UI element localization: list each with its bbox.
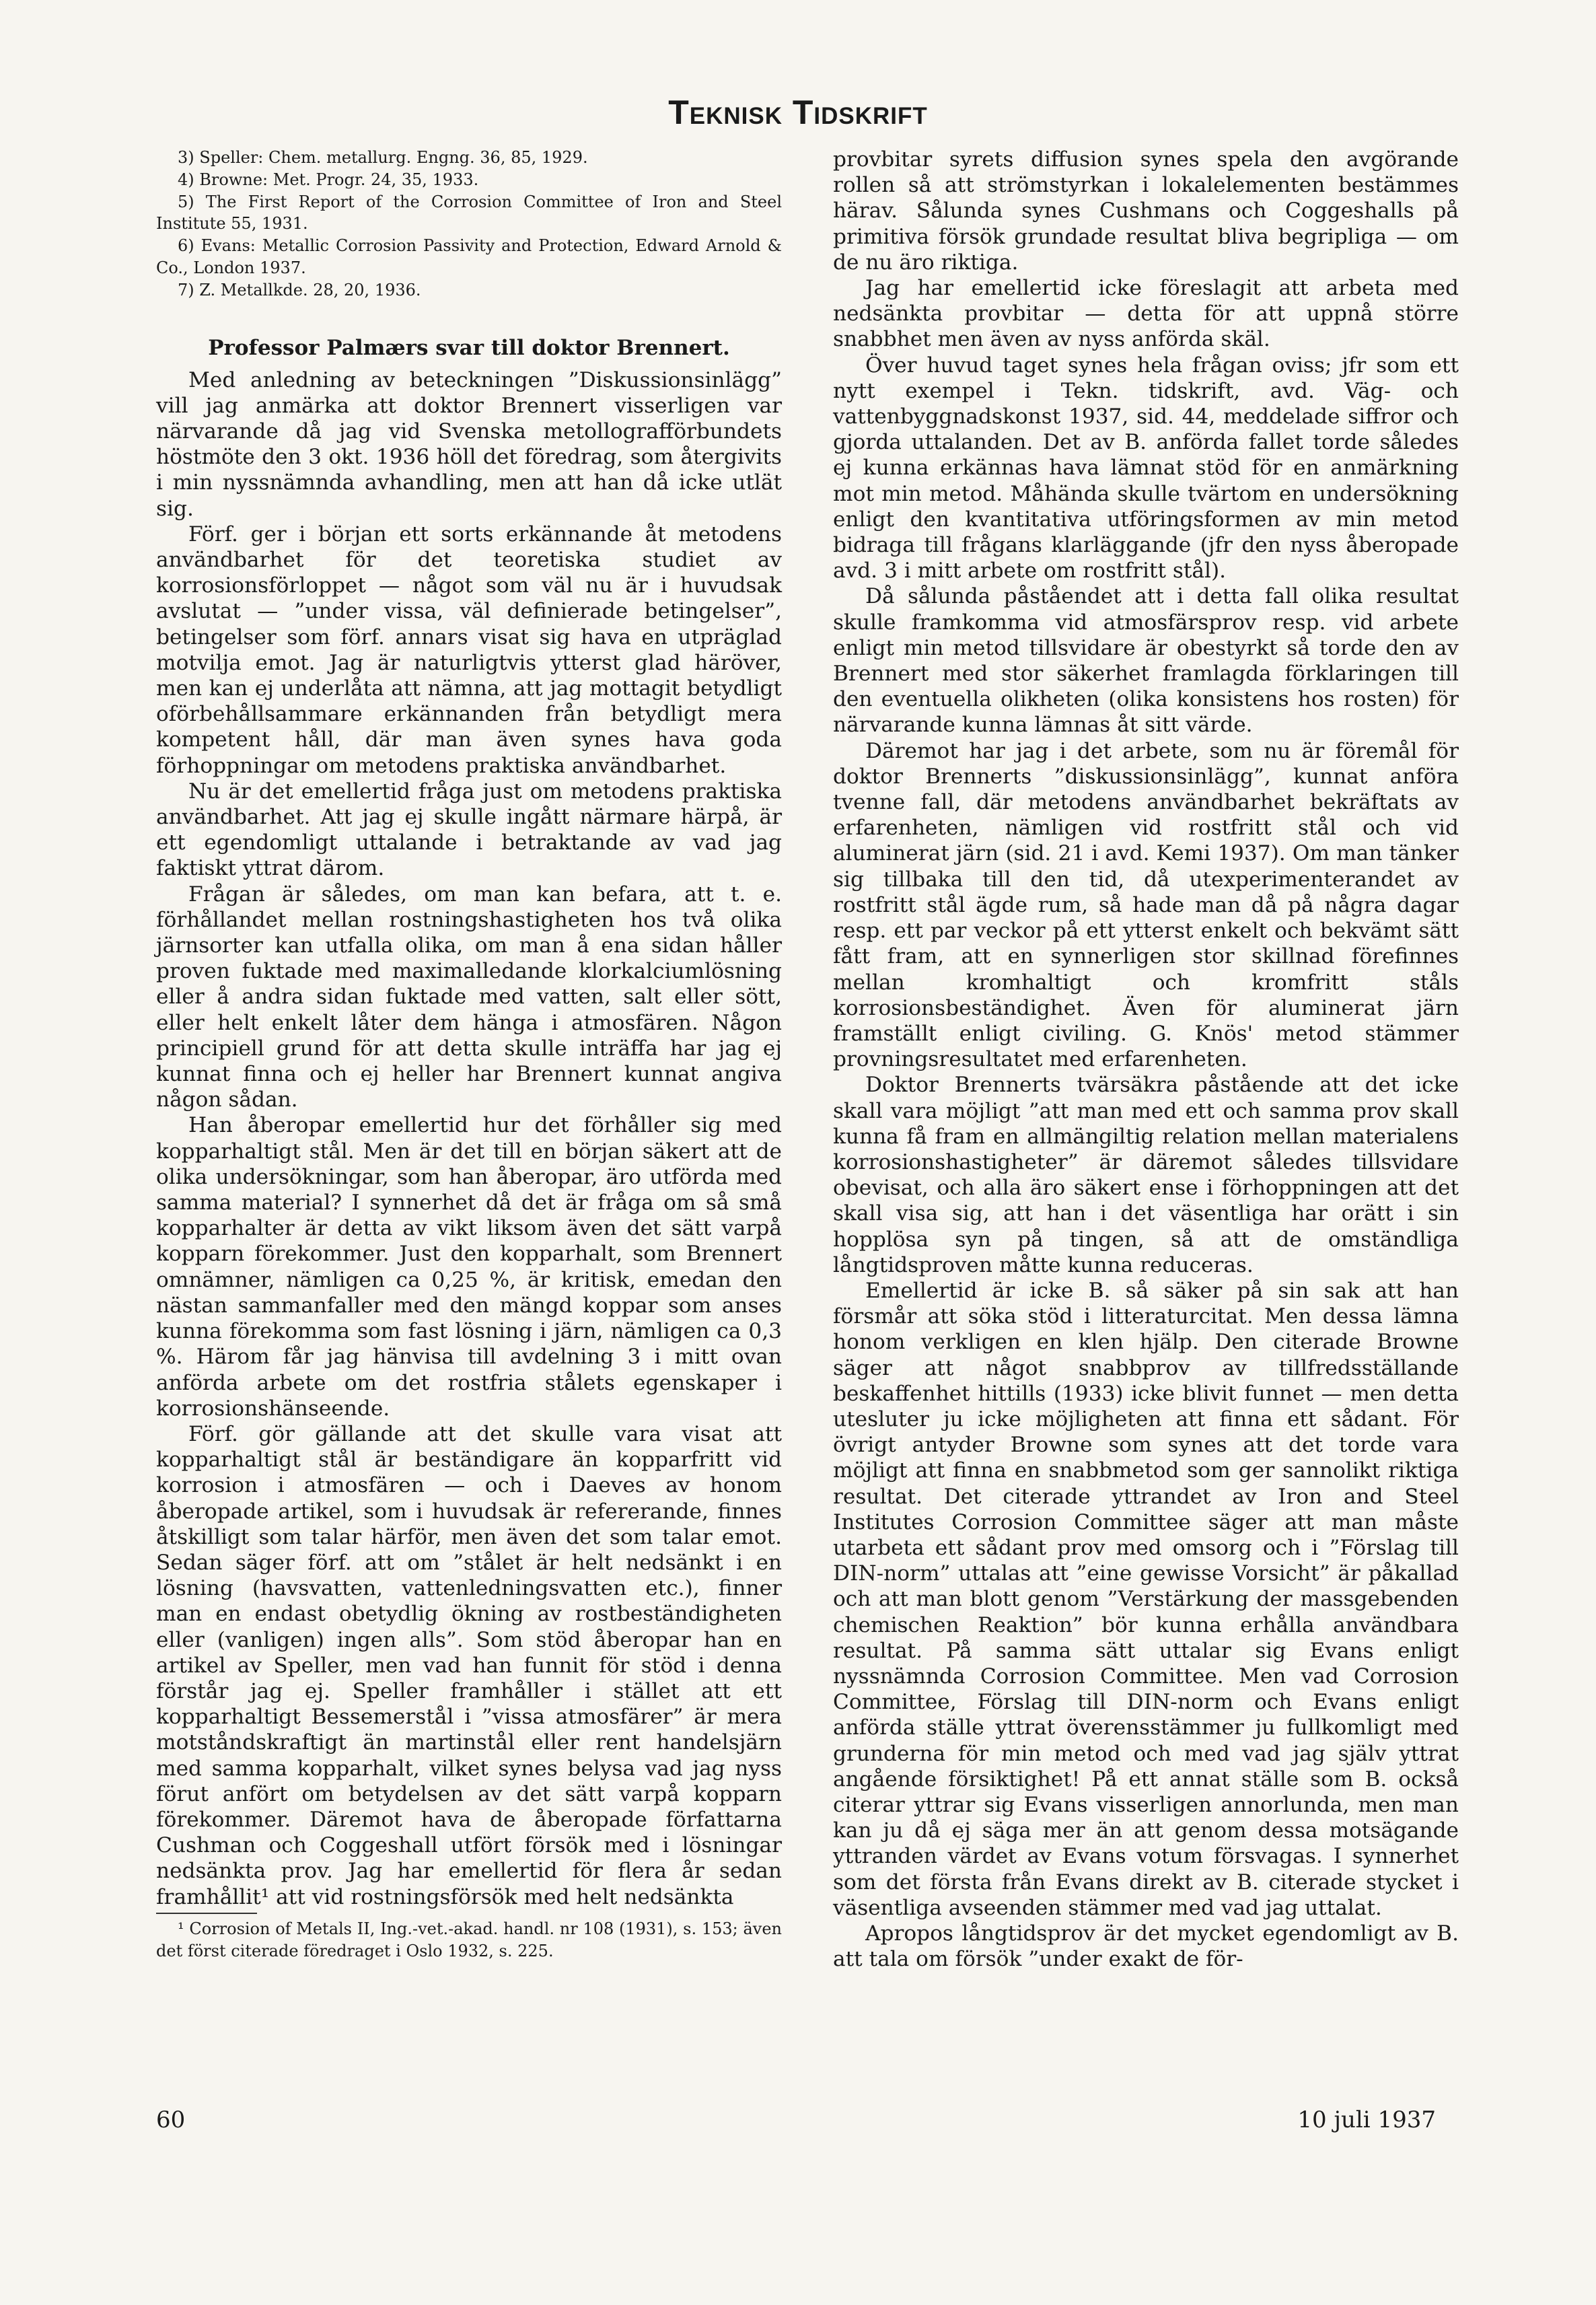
left-column xyxy=(156,147,782,1962)
page-number: 60 xyxy=(156,2106,186,2133)
paragraph: Apropos långtidsprov är det mycket egendomligt av B. att tala om försök ”under exakt de för- xyxy=(833,1921,1459,1972)
paragraph: Jag har emellertid icke föreslagit att arbeta med nedsänkta provbitar — detta för att uppnå större snabbhet men även av nyss anförda skäl. xyxy=(833,276,1459,352)
paragraph: Han åberopar emellertid hur det förhåller sig med kopparhaltigt stål. Men är det till en början säkert att de olika undersökningar, som han åberopar, äro utförda med samma material? I synnerhet då det är fråga om så små kopparhalter är detta av vikt liksom även det sätt varpå kopparn förekommer. Just den kopparhalt, som Brennert omnämner, nämligen ca 0,25 %, är kritisk, emedan den nästan sammanfaller med den mängd koppar som anses kunna förekomma som fast lösning i järn, nämligen ca 0,3 %. Härom får jag hänvisa till avdelning 3 i mitt ovan anförda arbete om det rostfria stålets egenskaper i korrosionshänseende. xyxy=(156,1113,782,1421)
paragraph: Frågan är således, om man kan befara, att t. e. förhållandet mellan rostningshastigheten hos två olika järnsorter kan utfalla olika, om man å ena sidan håller proven fuktade med maximalledande klorkalciumlösning eller å andra sidan fuktade med vatten, salt eller sött, eller helt enkelt låter dem hänga i atmosfären. Någon principiell grund för att detta skulle inträffa har jag ej kunnat finna och ej heller har Brennert kunnat angiva någon sådan. xyxy=(156,882,782,1112)
paragraph: Med anledning av beteckningen ”Diskussionsinlägg” vill jag anmärka att doktor Brennert visserligen var närvarande då jag vid Svenska metollografförbundets höstmöte den 3 okt. 1936 höll det föredrag, som återgivits i min nyssnämnda avhandling, men att han då icke utlät sig. xyxy=(156,367,782,521)
paragraph: Förf. ger i början ett sorts erkännande åt metodens användbarhet för det teoretiska studiet av korrosionsförloppet — något som väl nu är i huvudsak avslutat — ”under vissa, väl definierade betingelser”, betingelser som förf. annars visat sig hava en utpräglad motvilja emot. Jag är naturligtvis ytterst glad häröver, men kan ej underlåta att nämna, att jag mottagit betydligt oförbehållsammare erkännanden från betydligt mera kompetent håll, där man även synes hava goda förhoppningar om metodens praktiska användbarhet. xyxy=(156,522,782,778)
section-title: Professor Palmærs svar till doktor Brennert. xyxy=(208,335,730,360)
paragraph: Emellertid är icke B. så säker på sin sak att han försmår att söka stöd i litteraturcitat. Men dessa lämna honom verkligen en klen hjälp. Den citerade Browne säger att något snabbprov av tillfredsställande beskaffenhet hittills (1933) icke blivit funnet — men detta utesluter ju icke möjligheten att finna ett sådant. För övrigt antyder Browne som synes att det torde vara möjligt att finna en snabbmetod som ger sannolikt riktiga resultat. Det citerade yttrandet av Iron and Steel Institutes Corrosion Committee säger att man måste utarbeta ett sådant prov med omsorg och i ”Förslag till DIN-norm” uttalas att ”eine gewisse Vorsicht” är påkallad och att man blott genom ”Verstärkung der massgebenden chemischen Reaktion” bör kunna erhålla användbara resultat. På samma sätt uttalar sig Evans enligt nyssnämnda Corrosion Committee. Men vad Corrosion Committee, Förslag till DIN-norm och Evans enligt anförda ställe yttrat överensstämmer ju fullkomligt med grunderna för min metod och med vad jag själv yttrat angående försiktighet! På ett annat ställe som B. också citerar yttrar sig Evans visserligen annorlunda, men man kan ju då ej säga mer än att genom dessa motsägande yttranden värdet av Evans votum försvagas. I synnerhet som det första från Evans direkt av B. citerade stycket i väsentliga avseenden stämmer med vad jag uttalat. xyxy=(833,1278,1459,1920)
footnote: ¹ Corrosion of Metals II, Ing.-vet.-akad. handl. nr 108 (1931), s. 153; även det först citerade föredraget i Oslo 1932, s. 225. xyxy=(156,1919,782,1960)
paragraph: Doktor Brennerts tvärsäkra påstående att det icke skall vara möjligt ”att man med ett och samma prov skall kunna få fram en allmängiltig relation mellan materialens korrosionshastigheter” är däremot således tillsvidare obevisat, och alla äro säkert ense i förhoppningen att det skall visa sig, att han i det väsentliga har orätt i sin hopplösa syn på tingen, så att de omständliga långtidsproven måtte kunna reduceras. xyxy=(833,1073,1459,1277)
paragraph: Däremot har jag i det arbete, som nu är föremål för doktor Brennerts ”diskussionsinlägg”, kunnat anföra tvenne fall, där metodens användbarhet bekräftats av erfarenheten, nämligen vid rostfritt stål och vid aluminerat järn (sid. 21 i avd. Kemi 1937). Om man tänker sig tillbaka till den tid, då utexperimenterandet av rostfritt stål ägde rum, så hade man då på några dagar resp. ett par veckor på ett ytterst enkelt och bekvämt sätt fått fram, att en synnerligen stor skillnad förefinnes mellan kromhaltigt och kromfritt ståls korrosionsbeständighet. Även för aluminerat järn framställt enligt civiling. G. Knös' metod stämmer provningsresultatet med erfarenheten. xyxy=(833,738,1459,1072)
right-column xyxy=(833,147,1459,1972)
reference-item: 6) Evans: Metallic Corrosion Passivity and Protection, Edward Arnold & Co., London 1937. xyxy=(156,236,782,277)
paragraph: Då sålunda påståendet att i detta fall olika resultat skulle framkomma vid atmosfärsprov resp. vid arbete enligt min metod tillsvidare är obestyrkt så torde den av Brennert med stor säkerhet framlagda förklaringen till den eventuella olikheten (olika konsistens hos rosten) för närvarande kunna lämnas åt sitt värde. xyxy=(833,584,1459,738)
reference-item: 3) Speller: Chem. metallurg. Engng. 36, 85, 1929. xyxy=(178,148,588,167)
paragraph: Nu är det emellertid fråga just om metodens praktiska användbarhet. Att jag ej skulle ingått närmare härpå, är ett egendomligt uttalande i betraktande av vad jag faktiskt yttrat därom. xyxy=(156,779,782,881)
reference-item: 5) The First Report of the Corrosion Committee of Iron and Steel Institute 55, 1931. xyxy=(156,192,782,234)
journal-title: Teknisk Tidskrift xyxy=(668,94,928,131)
paragraph: Över huvud taget synes hela frågan oviss; jfr som ett nytt exempel i Tekn. tidskrift, avd. Väg- och vattenbyggnadskonst 1937, sid. 44, meddelade siffror och gjorda uttalanden. Det av B. anförda fallet torde således ej kunna erkännas hava lämnat stöd för en anmärkning mot min metod. Måhända skulle tvärtom en undersökning enligt den kvantitativa utföringsformen av min metod bidraga till frågans klarläggande (jfr den nyss åberopade avd. 3 i mitt arbete om rostfritt stål). xyxy=(833,353,1459,583)
footnote-divider xyxy=(156,1913,257,1914)
paragraph: provbitar syrets diffusion synes spela den avgörande rollen så att strömstyrkan i lokalelementen bestämmes härav. Sålunda synes Cushmans och Coggeshalls på primitiva försök grundade resultat bliva begripliga — om de nu äro riktiga. xyxy=(833,147,1459,275)
paragraph: Förf. gör gällande att det skulle vara visat att kopparhaltigt stål är beständigare än kopparfritt vid korrosion i atmosfären — och i Daeves av honom åberopade artikel, som i huvudsak är refererande, finnes åtskilligt som talar härför, men även det som talar emot. Sedan säger förf. att om ”stålet är helt nedsänkt i en lösning (havsvatten, vattenledningsvatten etc.), finner man en endast obetydlig ökning av rostbeständigheten eller (vanligen) ingen alls”. Som stöd åberopar han en artikel av Speller, men vad han funnit för stöd i denna förstår jag ej. Speller framhåller i stället att ett kopparhaltigt Bessemerstål i ”vissa atmosfärer” är mera motståndskraftigt än martinstål eller rent handelsjärn med samma kopparhalt, vilket synes belysa vad jag nyss förut anfört om betydelsen av det sätt varpå kopparn förekommer. Däremot hava de åberopade författarna Cushman och Coggeshall utfört försök med i lösningar nedsänkta prov. Jag har emellertid för flera år sedan framhållit¹ att vid rostningsförsök med helt nedsänkta xyxy=(156,1421,782,1909)
reference-list xyxy=(156,147,782,302)
reference-item: 7) Z. Metallkde. 28, 20, 1936. xyxy=(178,280,421,299)
issue-date: 10 juli 1937 xyxy=(1297,2106,1436,2133)
reference-item: 4) Browne: Met. Progr. 24, 35, 1933. xyxy=(178,170,479,189)
